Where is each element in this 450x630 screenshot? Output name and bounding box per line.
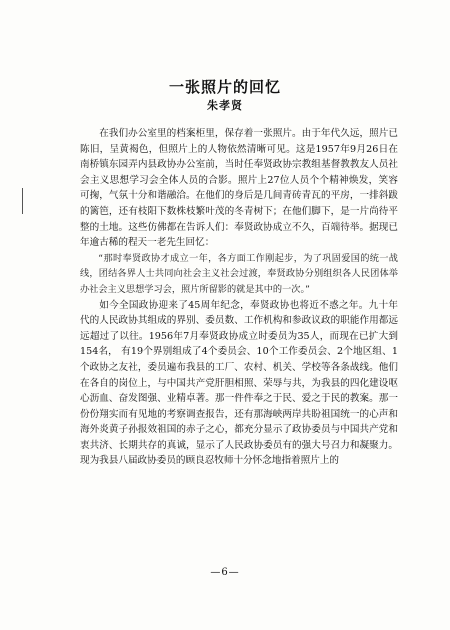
body-paragraph: 如今全国政协迎来了45周年纪念，奉贤政协也将近不惑之年。九十年代的人民政协其组成的界别、委员数、工作机构和参政议政的职能作用都远远超过了以往。1956年7月奉贤政协成立时委员为35人，而现在已扩大到154名， 有19个界别组成了4个委员会、10个工作委员会、2个地区组、1个政协之友社，委员遍布我县的工厂、农村、机关、学校等各条战线。他们在各自的岗位上，与中国共产党肝胆相照、荣辱与共，为我县的四化建设呕心沥血、奋发图强、业精卓著。那一件件奉之于民、爱之于民的教案。那一份份翔实而有见地的考察调查报告，还有那海峡两岸共盼祖国统一的心声和海外炎黄子孙报效祖国的赤子之心，都充分显示了政协委员与中国共产党和衷共济、长期共存的真诚，显示了人民政协委员有的强大号召力和凝聚力。现为我县八届政协委员的顾良忍牧师十分怀念地指着照片上的 [80,299,398,467]
page-number: —6— [210,567,240,578]
article-body [80,126,398,469]
margin-mark [22,188,23,214]
article-title: 一张照片的回忆 [168,78,281,96]
quoted-paragraph: “那时奉贤政协才成立一年，各方面工作刚起步，为了巩固爱国的统一战线，团结各界人士共同向社会主义社会过渡，奉贤政协分别组织各人民团体举办社会主义思想学习会，照片所留影的就是其中的一次。” [80,252,398,295]
body-paragraph: 在我们办公室里的档案柜里，保存着一张照片。由于年代久远，照片已陈旧，呈黄褐色，但照片上的人物依然清晰可见。这是1957年9月26日在南桥镇东园弄内县政协办公室前，当时任奉贤政协宗教组基督教教友人员社会主义思想学习会全体人员的合影。照片上27位人员个个精神焕发，笑容可掬，气氛十分和谐融洽。在他们的身后是几间青砖青瓦的平房，一排斜跋的篱笆，还有枝阳下数株枝繁叶茂的冬青树下；在他们脚下，是一片尚待平整的土地。这些仿佛都在告诉人们：奉贤政协成立不久，百端待举。据现已年逾古稀的程天一老先生回忆： [80,128,398,249]
article-author: 朱孝贤 [207,99,243,112]
